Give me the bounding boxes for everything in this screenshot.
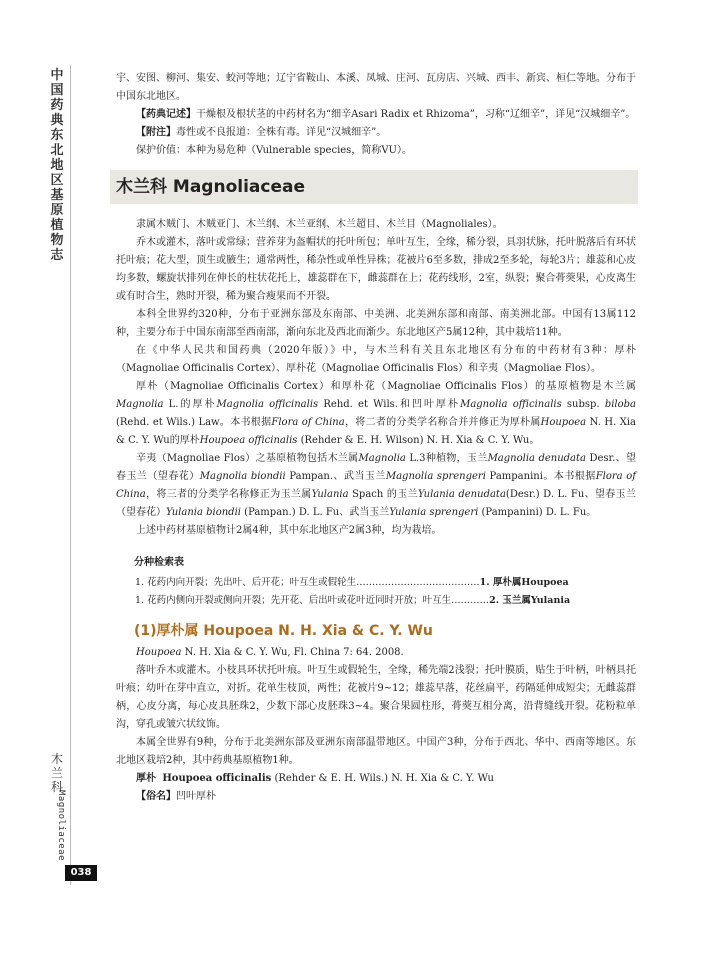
summary-paragraph: 上述中药材基原植物计2属4种，其中东北地区产2属3种，均为栽培。 <box>136 525 442 536</box>
vernacular-name: 【俗名】凹叶厚朴 <box>136 791 216 802</box>
pharmacopoeia-note: 【药典记述】干燥根及根状茎的中药材名为“细辛Asari Radix et Rhizoma”，习称“辽细辛”，详见“汉城细辛”。 <box>136 109 636 120</box>
book-title: 中国药典东北地区基原植物志 <box>50 68 64 263</box>
yulania-note: 辛夷（Magnoliae Flos）之基原植物包括木兰属Magnolia L.3种植物，玉兰Magnolia denudata Desr.、望春玉兰（望春花）Magnolia biondii Pampan.、武当玉兰Magnolia sprengeri Pampanini。本书根据Flora of China，将三者的分类学名称修正为玉兰属Yulania Spach 的玉兰Yulania denudata(Desr.) D. L. Fu、望春玉兰（望春花）Yulania biondii (Pampan.) D. L. Fu、武当玉兰Yulania sprengeri (Pampanini) D. L. Fu。 <box>116 453 637 518</box>
family-description: 乔木或灌木，落叶或常绿；营养芽为盔帽状的托叶所包；单叶互生，全缘，稀分裂，具羽状脉，托叶脱落后有环状托叶痕；花大型，顶生或腋生；通常两性，稀杂性或单性异株；花被片6至多数，排成2至多轮，每轮3片；雄蕊和心皮均多数，螺旋状排列在伸长的柱状花托上，雄蕊群在下，雌蕊群在上；花药线形，2室，纵裂；聚合蓇葖果，心皮离生或有时合生，熟时开裂，稀为聚合瘦果而不开裂。 <box>116 237 636 302</box>
family-taxonomy: 隶属木贼门、木贼亚门、木兰纲、木兰亚纲、木兰超目、木兰目（Magnoliales）。 <box>136 219 503 230</box>
annotation-note: 【附注】毒性或不良报道：全株有毒。详见“汉城细辛”。 <box>136 127 387 138</box>
family-distribution: 本科全世界约320种，分布于亚洲东部及东南部、中美洲、北美洲东部和南部、南美洲北部。中国有13属112种，主要分布于中国东南部至西南部，渐向东北及西北而渐少。东北地区产5属12种，其中栽培11种。 <box>116 309 636 338</box>
key-line-2: 1. 花药内侧向开裂或侧向开裂；先开花、后出叶或花叶近同时开放；叶互生…………2. 玉兰属Yulania <box>135 595 571 606</box>
family-pharmacopoeia: 在《中华人民共和国药典（2020年版）》中，与木兰科有关且东北地区有分布的中药材有3种：厚朴（Magnoliae Officinalis Cortex）、厚朴花（Magnoliae Officinalis Flos）和辛夷（Magnoliae Flos）。 <box>116 345 636 374</box>
family-name-cn: 木兰科 <box>50 752 63 794</box>
sidebar-rule <box>70 65 71 885</box>
genus-citation: Houpoea N. H. Xia & C. Y. Wu, Fl. China 7: 64. 2008. <box>136 647 404 658</box>
page-number: 038 <box>65 865 97 881</box>
genus-heading: (1)厚朴属 Houpoea N. H. Xia & C. Y. Wu <box>134 623 433 639</box>
genus-description: 落叶乔木或灌木。小枝具环状托叶痕。叶互生或假轮生，全缘，稀先端2浅裂；托叶膜质，贴生于叶柄，叶柄具托叶痕；幼叶在芽中直立，对折。花单生枝顶，两性；花被片9~12；雄蕊早落，花丝扁平，药隔延伸成短尖；无雌蕊群柄，心皮分离，每心皮具胚珠2，少数下部心皮胚珠3~4。聚合果圆柱形，蓇葖互相分离，沿背缝线开裂。花粉粒单沟，穿孔或皱穴状纹饰。 <box>116 665 636 730</box>
key-title: 分种检索表 <box>134 557 184 568</box>
species-heading: 厚朴 Houpoea officinalis (Rehder & E. H. Wils.) N. H. Xia & C. Y. Wu <box>136 773 494 784</box>
main-content <box>116 70 636 806</box>
distribution-paragraph: 宇、安图、柳河、集安、蛟河等地；辽宁省鞍山、本溪、凤城、庄河、瓦房店、兴城、西丰、新宾、桓仁等地。分布于中国东北地区。 <box>116 73 636 102</box>
conservation-note: 保护价值：本种为易危种（Vulnerable species，简称VU）。 <box>136 145 412 156</box>
houpoea-note: 厚朴（Magnoliae Officinalis Cortex）和厚朴花（Magnoliae Officinalis Flos）的基原植物是木兰属Magnolia L.的厚朴Magnolia officinalis Rehd. et Wils.和凹叶厚朴Magnolia officinalis subsp. biloba (Rehd. et Wils.) Law。本书根据Flora of China，将二者的分类学名称合并并修正为厚朴属Houpoea N. H. Xia & C. Y. Wu的厚朴Houpoea officinalis (Rehder & E. H. Wilson) N. H. Xia & C. Y. Wu。 <box>116 381 637 446</box>
family-heading: 木兰科 Magnoliaceae <box>110 170 638 204</box>
genus-distribution: 本属全世界有9种，分布于北美洲东部及亚洲东南部温带地区。中国产3种，分布于西北、华中、西南等地区。东北地区栽培2种，其中药典基原植物1种。 <box>116 737 636 766</box>
family-name-latin: Magnoliaceae <box>56 790 66 862</box>
key-line-1: 1. 花药内向开裂；先出叶、后开花；叶互生或假轮生…………………………………1. 厚朴属Houpoea <box>135 577 569 588</box>
